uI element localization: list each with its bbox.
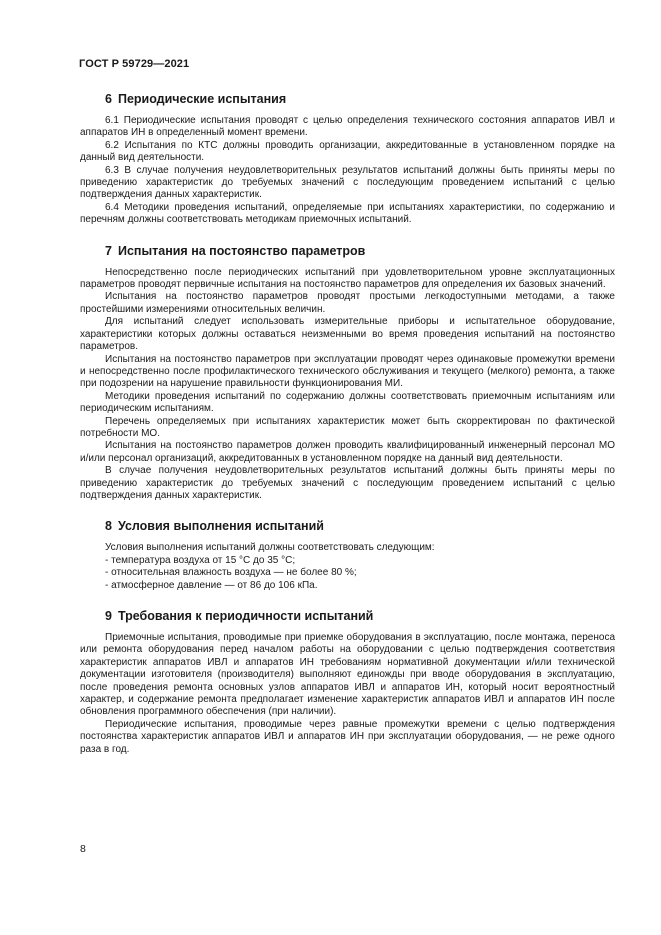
section-number: 7 <box>105 243 112 258</box>
section-8 <box>80 519 615 592</box>
paragraph: В случае получения неудовлетворительных результатов испытаний должны быть приняты меры по приведению характеристик до требуемых значений с последующим проведением испытаний с целью подтверждения данных характеристик. <box>80 465 615 501</box>
paragraph: Для испытаний следует использовать измерительные приборы и испытательное оборудование, характеристики которых должны оставаться неизменными во время проведения испытаний на постоянство параметров. <box>80 316 615 353</box>
list-item: - атмосферное давление — от 86 до 106 кПа. <box>105 580 615 592</box>
paragraph: Приемочные испытания, проводимые при приемке оборудования в эксплуатацию, после монтажа, переноса или ремонта оборудования перед началом работы на оборудовании с целью подтверждения соответствия характеристик аппаратов ИВЛ и аппаратов ИН требованиям нормативной документации и/или технической документации изготовителя (производителя) выполняют единожды при вводе оборудования в эксплуатацию, после проведения ремонта основных узлов аппаратов ИВЛ и аппаратов ИН, который носит вероятностный характер, и содержание ремонта предполагает изменение характеристик аппаратов ИВЛ и аппаратов ИН после обновления программного обеспечения (при наличии). <box>80 632 615 718</box>
section-heading <box>105 92 615 107</box>
section-6 <box>80 92 615 227</box>
section-heading <box>105 609 615 624</box>
paragraph: 6.3 В случае получения неудовлетворительных результатов испытаний должны быть приняты меры по приведению характеристик до требуемых значений с последующим проведением испытаний с целью подтверждения данных характеристик. <box>80 164 615 201</box>
document-code-header: ГОСТ Р 59729—2021 <box>79 58 190 70</box>
list-lead-text: Условия выполнения испытаний должны соответствовать следующим: <box>105 542 435 554</box>
section-number: 6 <box>105 92 112 106</box>
section-heading <box>105 244 615 259</box>
section-title: Условия выполнения испытаний <box>117 519 324 534</box>
paragraph: Периодические испытания, проводимые через равные промежутки времени с целью подтверждения постоянства характеристик аппаратов ИВЛ и аппаратов ИН при эксплуатации оборудования, — не реже одного раза в год. <box>80 718 615 755</box>
section-number: 9 <box>105 609 112 623</box>
page-number: 8 <box>80 843 86 855</box>
section-9 <box>80 609 615 756</box>
paragraph: Непосредственно после периодических испытаний при удовлетворительном уровне эксплуатационных параметров проводят первичные испытания на постоянство параметров для определения их базовых значений. <box>80 266 615 291</box>
list-item: - температура воздуха от 15 °С до 35 °С; <box>105 555 615 567</box>
paragraph: 6.4 Методики проведения испытаний, определяемые при испытаниях характеристики, по содержанию и перечням должны соответствовать методикам приемочных испытаний. <box>80 201 615 226</box>
section-title: Требования к периодичности испытаний <box>117 609 374 623</box>
paragraph: Испытания на постоянство параметров при эксплуатации проводят через одинаковые промежутки времени и непосредственно после профилактического технического обслуживания и текущего (мелкого) ремонта, а также при подозрении на нарушение правильности функционирования МИ. <box>80 353 615 390</box>
paragraph: 6.2 Испытания по КТС должны проводить организации, аккредитованные в установленном порядке на данный вид деятельности. <box>80 139 615 164</box>
section-number: 8 <box>105 519 112 534</box>
paragraph: Испытания на постоянство параметров должен проводить квалифицированный инженерный персонал МО и/или персонал организаций, аккредитованных в установленном порядке на данный вид деятельности. <box>80 440 615 464</box>
paragraph: Методики проведения испытаний по содержанию должны соответствовать приемочным испытаниям или периодическим испытаниям. <box>80 390 615 415</box>
paragraph: Испытания на постоянство параметров проводят простыми легкодоступными методами, а также простейшими измерениями относительных величин. <box>80 291 615 315</box>
conditions-list <box>80 555 615 592</box>
section-7 <box>80 244 615 503</box>
document-body <box>80 92 615 773</box>
paragraph: Перечень определяемых при испытаниях характеристик может быть скорректирован по фактической потребности МО. <box>80 415 615 439</box>
list-item: - относительная влажность воздуха — не более 80 %; <box>105 567 615 579</box>
section-heading <box>105 519 615 534</box>
paragraph: 6.1 Периодические испытания проводят с целью определения технического состояния аппаратов ИВЛ и аппаратов ИН в определенный момент времени. <box>80 115 615 139</box>
section-title: Периодические испытания <box>117 92 287 106</box>
section-title: Испытания на постоянство параметров <box>117 243 366 258</box>
